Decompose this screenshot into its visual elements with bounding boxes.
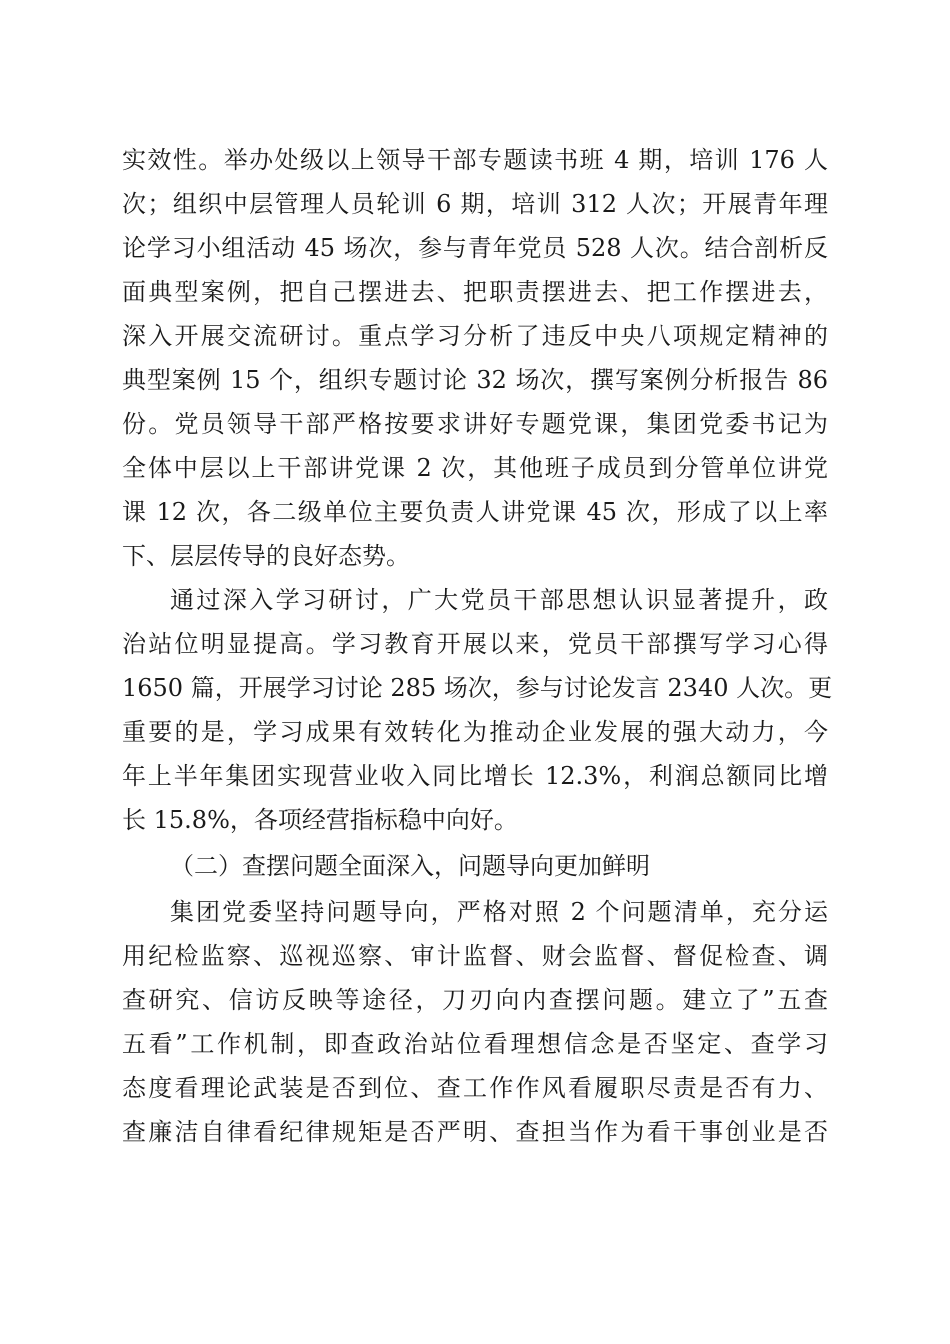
body-text-line: 全体中层以上干部讲党课 2 次，其他班子成员到分管单位讲党 [122, 454, 828, 482]
body-text-line: 典型案例 15 个，组织专题讨论 32 场次，撰写案例分析报告 86 [122, 366, 828, 394]
body-text-line: 年上半年集团实现营业收入同比增长 12.3%，利润总额同比增 [122, 762, 828, 790]
body-text-line: 重要的是，学习成果有效转化为推动企业发展的强大动力，今 [122, 718, 828, 746]
body-text-line: 1650 篇，开展学习讨论 285 场次，参与讨论发言 2340 人次。更 [122, 674, 833, 702]
body-text-line: 下、层层传导的良好态势。 [122, 542, 410, 570]
body-text-line: 课 12 次，各二级单位主要负责人讲党课 45 次，形成了以上率 [122, 498, 828, 526]
body-text-line: 治站位明显提高。学习教育开展以来，党员干部撰写学习心得 [122, 630, 828, 658]
body-text-line: 面典型案例，把自己摆进去、把职责摆进去、把工作摆进去， [122, 278, 828, 306]
body-text-line: 五看”工作机制，即查政治站位看理想信念是否坚定、查学习 [122, 1030, 828, 1058]
body-text-line: 查廉洁自律看纪律规矩是否严明、查担当作为看干事创业是否 [122, 1118, 828, 1146]
body-text-line: 态度看理论武装是否到位、查工作作风看履职尽责是否有力、 [122, 1074, 828, 1102]
body-text-line: 深入开展交流研讨。重点学习分析了违反中央八项规定精神的 [122, 322, 828, 350]
body-text-line: 长 15.8%，各项经营指标稳中向好。 [122, 806, 518, 834]
body-text-line: 集团党委坚持问题导向，严格对照 2 个问题清单，充分运 [170, 898, 828, 926]
body-text-line: 论学习小组活动 45 场次，参与青年党员 528 人次。结合剖析反 [122, 234, 828, 262]
section-heading: （二）查摆问题全面深入，问题导向更加鲜明 [170, 852, 650, 880]
body-text-line: 次；组织中层管理人员轮训 6 期，培训 312 人次；开展青年理 [122, 190, 828, 218]
body-text-line: 实效性。举办处级以上领导干部专题读书班 4 期，培训 176 人 [122, 146, 828, 174]
body-text-line: 查研究、信访反映等途径，刀刃向内查摆问题。建立了”五查 [122, 986, 828, 1014]
body-text-line: 通过深入学习研讨，广大党员干部思想认识显著提升，政 [170, 586, 828, 614]
body-text-line: 份。党员领导干部严格按要求讲好专题党课，集团党委书记为 [122, 410, 828, 438]
body-text-line: 用纪检监察、巡视巡察、审计监督、财会监督、督促检查、调 [122, 942, 828, 970]
